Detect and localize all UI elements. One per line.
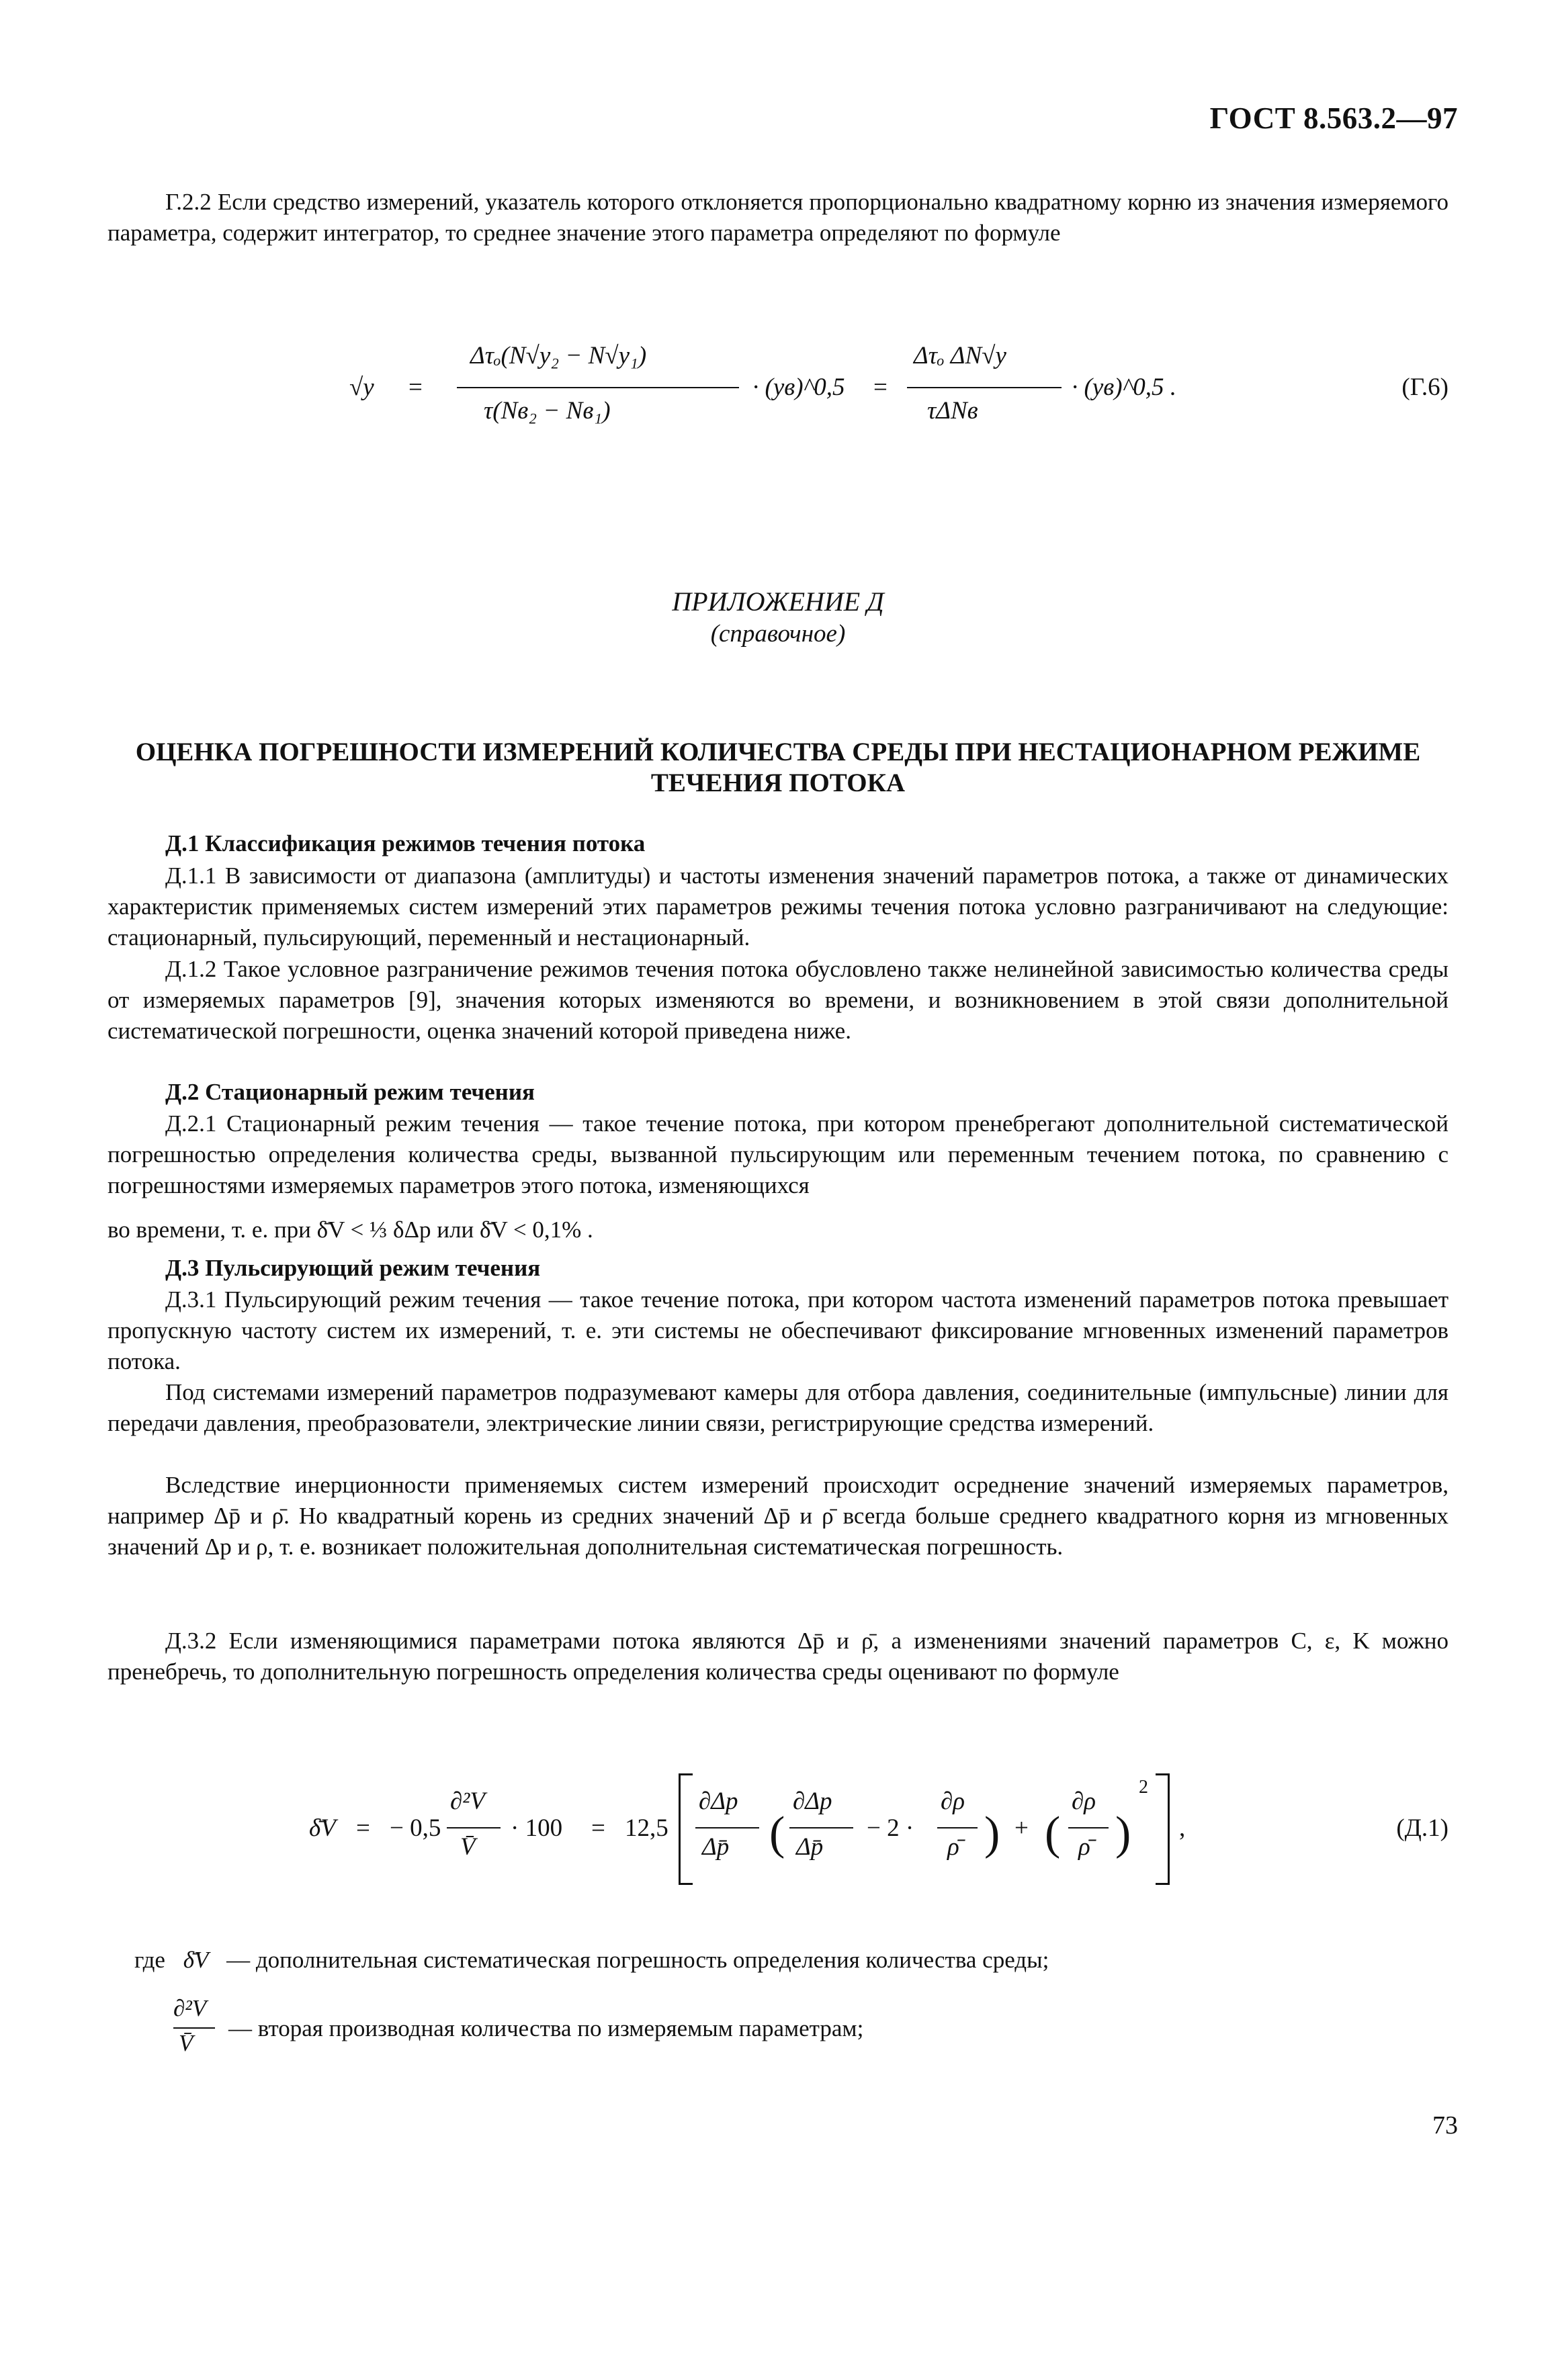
where-desc-1: — дополнительная систематическая погрешность определения количества среды; <box>226 1947 1049 1973</box>
section-heading-d3: Д.3 Пульсирующий режим течения <box>165 1255 541 1281</box>
formula-g6-mult1: · (yв)^0,5 <box>752 373 845 401</box>
formula-d1-t3-bar <box>937 1827 978 1828</box>
formula-d1-comma: , <box>1179 1814 1186 1842</box>
formula-d1-frac-num: ∂²V <box>450 1788 485 1815</box>
where-prefix: где <box>134 1947 165 1973</box>
formula-g6-mult2: · (yв)^0,5 . <box>1072 373 1176 401</box>
formula-g6-den1: τ(Nв₂ − Nв₁) <box>484 397 611 425</box>
paragraph-d11: Д.1.1 В зависимости от диапазона (амплитуды) и частоты изменения значений параметров потока, а также от динамических характеристик применяемых систем измерений этих параметров режимы течения потока условно разграничивают на следующие: стационарный, пульсирующий, переменный и нестационарный. <box>107 863 1449 951</box>
where-symbol-2-num: ∂²V <box>173 1995 207 2021</box>
formula-d1-frac-den: V̄ <box>460 1833 476 1861</box>
formula-g6-num1: Δτₒ(N√y₂ − N√y₁) <box>470 342 647 369</box>
formula-d1-t1-num: ∂Δp <box>699 1788 738 1815</box>
formula-d1-t3-num: ∂ρ <box>941 1788 965 1815</box>
formula-d1-t2-bar <box>789 1827 853 1828</box>
formula-d1-t1-bar <box>695 1827 759 1828</box>
section-heading-d1: Д.1 Классификация режимов течения потока <box>165 830 646 856</box>
formula-d1-square: 2 <box>1139 1777 1148 1798</box>
formula-d1-paren-close-1: ) <box>984 1808 1000 1859</box>
where-symbol-2-bar <box>173 2027 215 2029</box>
paragraph-d12: Д.1.2 Такое условное разграничение режимов течения потока обусловлено также нелинейной зависимостью количества среды от измеряемых параметров [9], значения которых изменяются во времени, и возникновением в этой связи дополнительной систематической погрешности, оценка значений которой приведена ниже. <box>107 956 1449 1044</box>
formula-d1-t3-den: ρ̄ <box>947 1833 959 1861</box>
formula-d1-bracket-left <box>679 1773 693 1885</box>
formula-g6-eq1: = <box>408 373 423 401</box>
formula-d1-t4-bar <box>1068 1827 1109 1828</box>
formula-d1-eq1: = <box>356 1814 370 1842</box>
formula-d1-t1-den: Δp̄ <box>702 1833 730 1861</box>
formula-d1-coef2: 12,5 <box>625 1814 668 1842</box>
formula-number-d1: (Д.1) <box>1396 1814 1449 1842</box>
formula-g6-fraction-bar-1 <box>457 387 739 388</box>
where-desc-2: — вторая производная количества по измеряемым параметрам; <box>228 2015 864 2041</box>
formula-d1-t2-num: ∂Δp <box>793 1788 832 1815</box>
formula-d1-mult: · 100 <box>511 1814 563 1842</box>
page-number: 73 <box>1432 2111 1458 2140</box>
paragraph-d3-systems: Под системами измерений параметров подразумевают камеры для отбора давления, соединительные (импульсные) линии для передачи давления, преобразователи, электрические линии связи, регистрирующие средства измерений. <box>107 1379 1449 1436</box>
formula-g6-num2: Δτₒ ΔN√y <box>914 342 1006 369</box>
formula-d1-t4-den: ρ̄ <box>1078 1833 1090 1861</box>
formula-g6-lhs: √y <box>349 373 374 401</box>
where-row-1 <box>134 1947 1049 1974</box>
formula-d1-plus: + <box>1014 1814 1029 1842</box>
doc-code: ГОСТ 8.563.2—97 <box>1209 101 1458 135</box>
section-heading-d2: Д.2 Стационарный режим течения <box>165 1079 535 1105</box>
appendix-subtitle: (справочное) <box>710 620 846 648</box>
formula-d1-paren-open-2: ( <box>1045 1808 1061 1859</box>
appendix-title: ПРИЛОЖЕНИЕ Д <box>672 586 884 617</box>
formula-d1-coef: − 0,5 <box>390 1814 441 1842</box>
formula-d1-t2-den: Δp̄ <box>796 1833 824 1861</box>
paragraph-d32: Д.3.2 Если изменяющимися параметрами потока являются Δp̄ и ρ̄, а изменениями значений параметров C, ε, K можно пренебречь, то дополнительную погрешность определения количества среды оценивают по формуле <box>107 1628 1449 1685</box>
formula-g6 <box>107 329 1449 443</box>
formula-d1-paren-open-1: ( <box>769 1808 785 1859</box>
paragraph-d21-end: во времени, т. е. при δ̄V < ⅓ δΔp или δ̄V < 0,1% . <box>107 1217 593 1243</box>
main-title: ОЦЕНКА ПОГРЕШНОСТИ ИЗМЕРЕНИЙ КОЛИЧЕСТВА СРЕДЫ ПРИ НЕСТАЦИОНАРНОМ РЕЖИМЕ ТЕЧЕНИЯ ПОТОКА <box>135 738 1421 797</box>
paragraph-d3-inertia: Вследствие инерционности применяемых систем измерений происходит осреднение значений измеряемых параметров, например Δp̄ и ρ̄. Но квадратный корень из средних значений Δp̄ и ρ̄ всегда больше среднего квадратного корня из мгновенных значений Δp и ρ, т. е. возникает положительная дополнительная систематическая погрешность. <box>107 1472 1449 1560</box>
formula-g6-fraction-bar-2 <box>907 387 1062 388</box>
paragraph-d21: Д.2.1 Стационарный режим течения — такое течение потока, при котором пренебрегают дополнительной систематической погрешностью определения количества среды, вызванной пульсирующим или переменным течением потока, по сравнению с погрешностями измеряемых параметров этого потока, изменяющихся <box>107 1110 1449 1198</box>
where-symbol-1: δ̄V <box>183 1947 209 1973</box>
formula-d1 <box>107 1773 1449 1888</box>
formula-number-g6: (Г.6) <box>1401 373 1449 401</box>
formula-d1-lhs: δ̄V <box>309 1814 336 1842</box>
formula-d1-minus2: − 2 · <box>867 1814 914 1842</box>
where-symbol-2-den: V̄ <box>179 2030 193 2056</box>
formula-d1-bracket-right <box>1156 1773 1170 1885</box>
formula-g6-eq2: = <box>873 373 888 401</box>
formula-d1-t4-num: ∂ρ <box>1072 1788 1096 1815</box>
formula-d1-eq2: = <box>591 1814 605 1842</box>
paragraph-g22: Г.2.2 Если средство измерений, указатель которого отклоняется пропорционально квадратному корню из значения измеряемого параметра, содержит интегратор, то среднее значение этого параметра определяют по формуле <box>107 189 1449 246</box>
formula-d1-frac-bar <box>447 1827 501 1828</box>
formula-g6-den2: τΔNв <box>927 397 978 425</box>
paragraph-d31: Д.3.1 Пульсирующий режим течения — такое течение потока, при котором частота изменений параметров потока превышает пропускную частоту систем их измерений, т. е. эти системы не обеспечивают фиксирование мгновенных изменений параметров потока. <box>107 1286 1449 1374</box>
formula-d1-paren-close-2: ) <box>1115 1808 1131 1859</box>
